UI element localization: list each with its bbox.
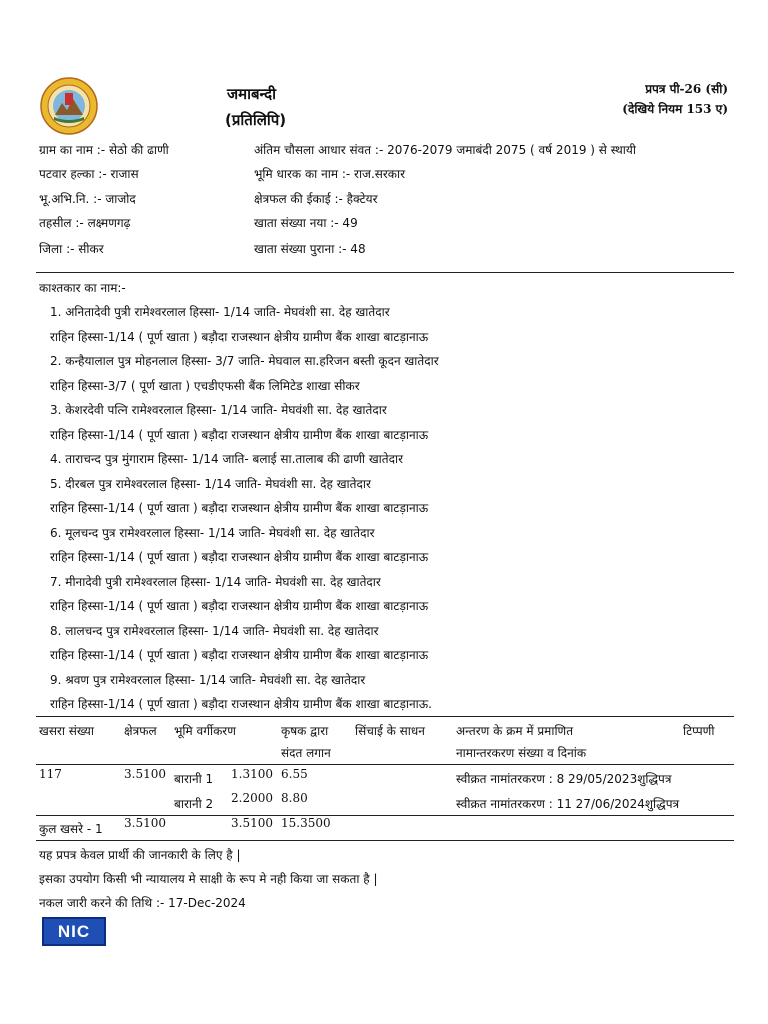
total-class-area: 3.5100 [231,816,273,830]
cultivator-line: राहिन हिस्सा-1/14 ( पूर्ण खाता ) बड़ौदा राजस्थान क्षेत्रीय ग्रामीण बैंक शाखा बाटड़ानाऊ [50,428,429,442]
land-class-2: बारानी 2 [174,797,214,811]
rajasthan-emblem-icon [40,77,98,135]
land-class-2-area: 2.2000 [231,791,273,805]
samvat-info: अंतिम चौसला आधार संवत :- 2076-2079 जमाबंदी 2075 ( वर्ष 2019 ) से स्थायी [254,143,636,157]
total-rent: 15.3500 [281,816,331,830]
cultivator-line: राहिन हिस्सा-1/14 ( पूर्ण खाता ) बड़ौदा राजस्थान क्षेत्रीय ग्रामीण बैंक शाखा बाटड़ानाऊ [50,648,429,662]
col-transfer-header-2: नामान्तरकरण संख्या व दिनांक [456,746,587,760]
col-transfer-header: अन्तरण के क्रम में प्रमाणित [456,724,574,738]
cultivator-line: 8. लालचन्द पुत्र रामेश्वरलाल हिस्सा- 1/14 जाति- मेघवंशी सा. देह खातेदार [50,624,379,638]
patwar-halka: पटवार हल्का :- राजास [39,167,139,181]
issue-date: नकल जारी करने की तिथि :- 17-Dec-2024 [39,896,246,910]
cultivator-line: 5. दीरबल पुत्र रामेश्वरलाल हिस्सा- 1/14 जाति- मेघवंशी सा. देह खातेदार [50,477,371,491]
khasra-area: 3.5100 [124,767,166,781]
divider [36,764,734,765]
cultivator-line: राहिन हिस्सा-1/14 ( पूर्ण खाता ) बड़ौदा राजस्थान क्षेत्रीय ग्रामीण बैंक शाखा बाटड़ानाऊ [50,501,429,515]
col-land-class-header: भूमि वर्गीकरण [174,724,236,738]
cultivator-line: 2. कन्हैयालाल पुत्र मोहनलाल हिस्सा- 3/7 जाति- मेघवाल सा.हरिजन बस्ती कूदन खातेदार [50,354,439,368]
district: जिला :- सीकर [39,242,104,256]
land-holder: भूमि धारक का नाम :- राज.सरकार [254,167,406,181]
col-rent-header-2: संदत लगान [281,746,331,760]
rule-reference: (देखिये नियम 153 ए) [622,102,728,116]
divider [36,840,734,841]
cultivator-line: 9. श्रवण पुत्र रामेश्वरलाल हिस्सा- 1/14 जाति- मेघवंशी सा. देह खातेदार [50,673,366,687]
document-subtitle: (प्रतिलिपि) [225,111,287,129]
land-class-1: बारानी 1 [174,772,214,786]
cultivator-line: 7. मीनादेवी पुत्री रामेश्वरलाल हिस्सा- 1/14 जाति- मेघवंशी सा. देह खातेदार [50,575,381,589]
col-irrigation-header: सिंचाई के साधन [355,724,425,738]
col-khasra-header: खसरा संख्या [39,724,94,738]
rent-2: 8.80 [281,791,308,805]
col-remarks-header: टिप्पणी [683,724,715,738]
khasra-number: 117 [39,767,62,781]
note-legal: इसका उपयोग किसी भी न्यायालय मे साक्षी के रूप मे नही किया जा सकता है | [39,872,378,886]
land-class-1-area: 1.3100 [231,767,273,781]
cultivators-label: काश्तकार का नाम:- [39,281,126,295]
divider [36,272,734,273]
nic-logo: NIC [42,917,106,946]
cultivator-line: 1. अनितादेवी पुत्री रामेश्वरलाल हिस्सा- 1/14 जाति- मेघवंशी सा. देह खातेदार [50,305,390,319]
document-title: जमाबन्दी [227,85,277,103]
area-unit: क्षेत्रफल की ईकाई :- हैक्टेयर [254,192,378,206]
cultivator-line: 6. मूलचन्द पुत्र रामेश्वरलाल हिस्सा- 1/14 जाति- मेघवंशी सा. देह खातेदार [50,526,375,540]
khata-new: खाता संख्या नया :- 49 [254,216,358,230]
note-info: यह प्रपत्र केवल प्रार्थी की जानकारी के लिए है | [39,848,241,862]
col-area-header: क्षेत्रफल [124,724,157,738]
village-name: ग्राम का नाम :- सेठो की ढाणी [39,143,169,157]
rent-1: 6.55 [281,767,308,781]
mutation-1: स्वीक्रत नामांतरकरण : 8 29/05/2023शुद्धिपत्र [456,772,672,786]
cultivator-line: राहिन हिस्सा-1/14 ( पूर्ण खाता ) बड़ौदा राजस्थान क्षेत्रीय ग्रामीण बैंक शाखा बाटड़ानाऊ [50,330,429,344]
cultivator-line: 3. केशरदेवी पत्नि रामेश्वरलाल हिस्सा- 1/14 जाति- मेघवंशी सा. देह खातेदार [50,403,387,417]
bhu-abhi-ni: भू.अभि.नि. :- जाजोद [39,192,136,206]
tehsil: तहसील :- लक्ष्मणगढ़ [39,216,131,230]
cultivator-line: राहिन हिस्सा-3/7 ( पूर्ण खाता ) एचडीएफसी बैंक लिमिटेड शाखा सीकर [50,379,360,393]
cultivator-line: 4. ताराचन्द पुत्र मुंगाराम हिस्सा- 1/14 जाति- बलाई सा.तालाब की ढाणी खातेदार [50,452,403,466]
divider [36,716,734,717]
khata-old: खाता संख्या पुराना :- 48 [254,242,366,256]
cultivator-line: राहिन हिस्सा-1/14 ( पूर्ण खाता ) बड़ौदा राजस्थान क्षेत्रीय ग्रामीण बैंक शाखा बाटड़ानाऊ. [50,697,432,711]
form-number: प्रपत्र पी-26 (सी) [645,82,728,96]
total-label: कुल खसरे - 1 [39,822,103,836]
total-area: 3.5100 [124,816,166,830]
cultivator-line: राहिन हिस्सा-1/14 ( पूर्ण खाता ) बड़ौदा राजस्थान क्षेत्रीय ग्रामीण बैंक शाखा बाटड़ानाऊ [50,550,429,564]
mutation-2: स्वीक्रत नामांतरकरण : 11 27/06/2024शुद्धिपत्र [456,797,680,811]
cultivator-line: राहिन हिस्सा-1/14 ( पूर्ण खाता ) बड़ौदा राजस्थान क्षेत्रीय ग्रामीण बैंक शाखा बाटड़ानाऊ [50,599,429,613]
col-rent-header: कृषक द्वारा [281,724,329,738]
